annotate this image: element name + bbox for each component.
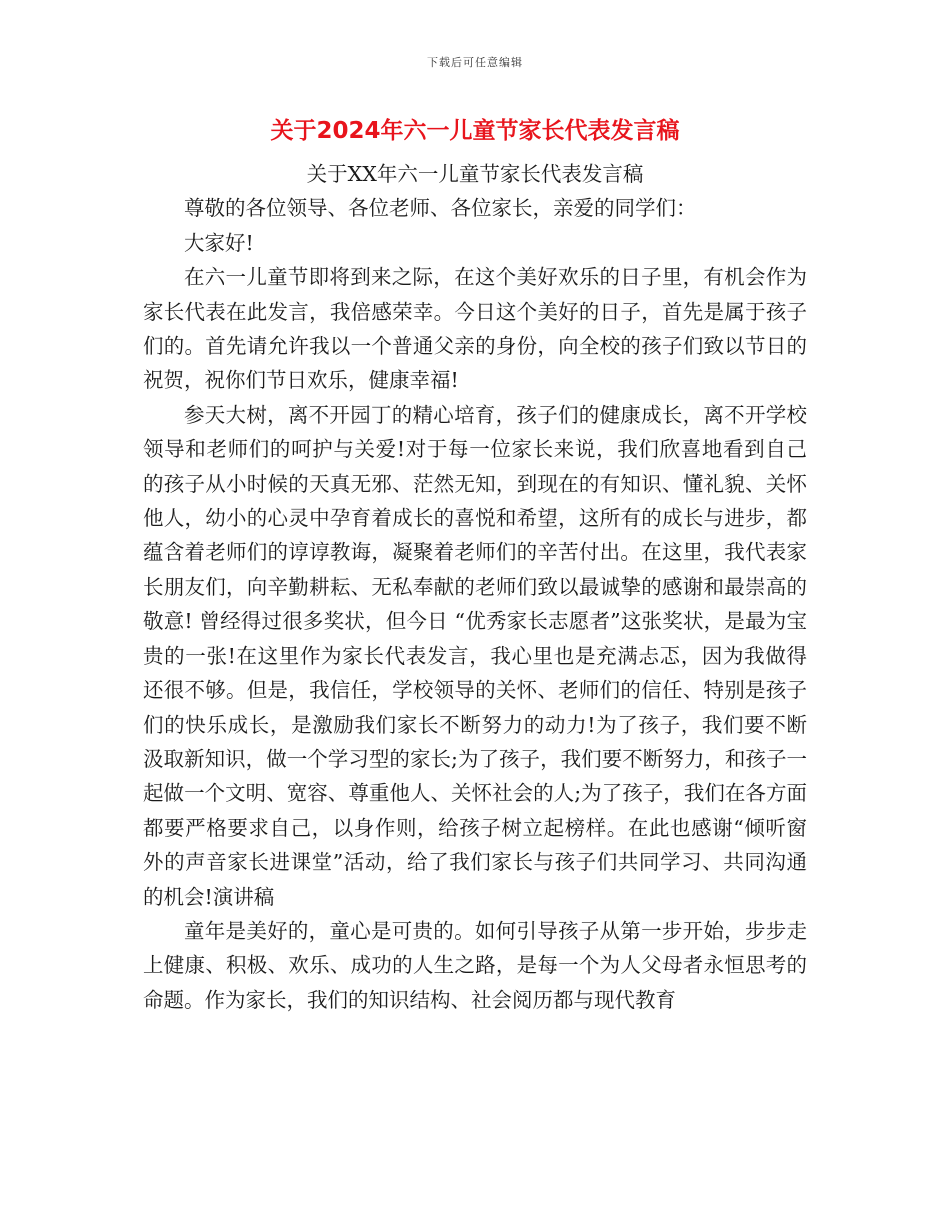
paragraph-hello: 大家好! (184, 230, 254, 255)
paragraph-opening: 在六一儿童节即将到来之际，在这个美好欢乐的日子里，有机会作为家长代表在此发言，我倍感荣幸。今日这个美好的日子，首先是属于孩子们的。首先请允许我以一个普通父亲的身份，向全校的孩子们致以节日的祝贺，祝你们节日欢乐，健康幸福! (143, 265, 807, 393)
document-body (143, 157, 807, 1017)
document-title: 关于2024年六一儿童节家长代表发言稿 (270, 118, 680, 144)
paragraph-greeting: 尊敬的各位领导、各位老师、各位家长，亲爱的同学们： (184, 196, 697, 221)
header-note: 下载后可任意编辑 (427, 56, 523, 69)
paragraph-childhood: 童年是美好的，童心是可贵的。如何引导孩子从第一步开始，步步走上健康、积极、欢乐、成功的人生之路，是每一个为人父母者永恒思考的命题。作为家长，我们的知识结构、社会阅历都与现代教育 (143, 918, 807, 1012)
paragraph-gratitude: 参天大树，离不开园丁的精心培育，孩子们的健康成长，离不开学校领导和老师们的呵护与关爱!对于每一位家长来说，我们欣喜地看到自己的孩子从小时候的天真无邪、茫然无知，到现在的有知识、懂礼貌、关怀他人，幼小的心灵中孕育着成长的喜悦和希望，这所有的成长与进步，都蕴含着老师们的谆谆教诲，凝聚着老师们的辛苦付出。在这里，我代表家长朋友们，向辛勤耕耘、无私奉献的老师们致以最诚挚的感谢和最崇高的敬意! 曾经得过很多奖状，但今日 “优秀家长志愿者”这张奖状，是最为宝贵的一张!在这里作为家长代表发言，我心里也是充满忐忑，因为我做得还很不够。但是，我信任，学校领导的关怀、老师们的信任、特别是孩子们的快乐成长，是激励我们家长不断努力的动力!为了孩子，我们要不断汲取新知识，做一个学习型的家长;为了孩子，我们要不断努力，和孩子一起做一个文明、宽容、尊重他人、关怀社会的人;为了孩子，我们在各方面都要严格要求自己，以身作则，给孩子树立起榜样。在此也感谢“倾听窗外的声音家长进课堂”活动，给了我们家长与孩子们共同学习、共同沟通的机会!演讲稿 (143, 402, 807, 909)
document-subtitle: 关于XX年六一儿童节家长代表发言稿 (306, 162, 644, 186)
